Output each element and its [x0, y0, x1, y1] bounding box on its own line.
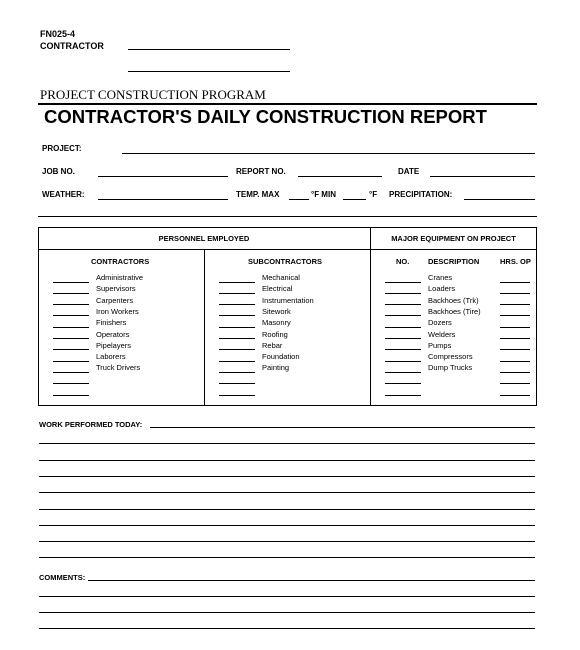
contractor-count-field[interactable] [53, 338, 89, 339]
equipment-hours-field[interactable] [500, 361, 530, 362]
subcontractor-count-field[interactable] [219, 304, 255, 305]
subcontractor-count-field[interactable] [219, 282, 255, 283]
contractor-count-field[interactable] [53, 372, 89, 373]
table-divider-personnel [204, 249, 205, 406]
precipitation-label: PRECIPITATION: [389, 190, 453, 199]
temp-max-field[interactable] [289, 199, 309, 200]
equipment-count-field[interactable] [385, 349, 421, 350]
equipment-count-field[interactable] [385, 372, 421, 373]
equipment-type-label: Dozers [428, 318, 452, 328]
contractor-line-1[interactable] [128, 49, 290, 50]
subcontractors-header: SUBCONTRACTORS [248, 257, 323, 266]
equipment-type-label: Backhoes (Tire) [428, 306, 481, 316]
page-title: CONTRACTOR'S DAILY CONSTRUCTION REPORT [44, 106, 487, 127]
personnel-title: PERSONNEL EMPLOYED [158, 234, 250, 243]
job-no-field[interactable] [98, 176, 228, 177]
contractor-label: CONTRACTOR [40, 41, 104, 51]
contractor-count-field[interactable] [53, 327, 89, 328]
equipment-hours-field[interactable] [500, 304, 530, 305]
equipment-count-field[interactable] [385, 338, 421, 339]
subcontractor-type-label: Instrumentation [262, 295, 314, 305]
equipment-hours-field[interactable] [500, 315, 530, 316]
contractor-count-field[interactable] [53, 304, 89, 305]
work-performed-line[interactable] [39, 541, 535, 542]
equipment-type-label: Cranes [428, 273, 453, 282]
equipment-hours-field[interactable] [500, 338, 530, 339]
contractor-type-label: Supervisors [96, 284, 136, 294]
f-min-label: °F MIN [311, 190, 336, 199]
date-field[interactable] [430, 176, 535, 177]
subcontractor-type-label: Painting [262, 363, 290, 373]
temp-min-field[interactable] [343, 199, 366, 200]
f-label: °F [369, 190, 378, 199]
work-performed-line[interactable] [39, 443, 535, 444]
contractor-count-field[interactable] [53, 349, 89, 350]
contractor-type-label: Iron Workers [96, 306, 139, 316]
subcontractor-type-label: Mechanical [262, 273, 300, 282]
equipment-description-header: DESCRIPTION [428, 257, 480, 266]
header-rule [38, 103, 537, 105]
subcontractor-count-field[interactable] [219, 327, 255, 328]
contractor-type-label: Pipelayers [96, 340, 132, 350]
date-label: DATE [398, 167, 420, 176]
contractor-type-label: Carpenters [96, 295, 134, 305]
form-number: FN025-4 [40, 29, 76, 39]
contractor-type-label: Laborers [96, 352, 126, 362]
table-header-rule [38, 249, 537, 250]
comments-label: COMMENTS: [39, 573, 86, 582]
equipment-hours-field[interactable] [500, 282, 530, 283]
work-performed-line[interactable] [39, 557, 535, 558]
contractor-type-label: Operators [96, 329, 130, 339]
project-label: PROJECT: [42, 144, 82, 153]
contractor-type-label: Truck Drivers [96, 363, 141, 373]
subcontractor-count-field[interactable] [219, 338, 255, 339]
table-divider-main [370, 227, 371, 406]
contractors-header: CONTRACTORS [91, 257, 150, 266]
subcontractor-count-field[interactable] [219, 349, 255, 350]
report-no-field[interactable] [298, 176, 382, 177]
equipment-hours-field[interactable] [500, 349, 530, 350]
work-performed-line[interactable] [150, 427, 535, 428]
subcontractor-type-label: Masonry [262, 318, 291, 328]
equipment-count-field[interactable] [385, 304, 421, 305]
contractor-count-field[interactable] [53, 293, 89, 294]
equipment-title: MAJOR EQUIPMENT ON PROJECT [391, 234, 516, 243]
program-name: PROJECT CONSTRUCTION PROGRAM [40, 87, 266, 102]
job-no-label: JOB NO. [42, 167, 75, 176]
contractor-line-2[interactable] [128, 71, 290, 72]
equipment-type-label: Backhoes (Trk) [428, 295, 479, 305]
subcontractor-count-field[interactable] [219, 361, 255, 362]
report-no-label: REPORT NO. [236, 167, 286, 176]
contractor-count-field[interactable] [53, 282, 89, 283]
subcontractor-type-label: Electrical [262, 284, 293, 294]
temp-max-label: TEMP. MAX [236, 190, 280, 199]
work-performed-label: WORK PERFORMED TODAY: [39, 420, 143, 429]
equipment-hours-field[interactable] [500, 383, 530, 384]
equipment-type-label: Loaders [428, 284, 456, 294]
weather-field[interactable] [98, 199, 228, 200]
work-performed-line[interactable] [39, 476, 535, 477]
equipment-count-field[interactable] [385, 383, 421, 384]
equipment-type-label: Compressors [428, 352, 473, 362]
equipment-hours-field[interactable] [500, 372, 530, 373]
equipment-hrs-header: HRS. OP [500, 257, 531, 266]
precipitation-field[interactable] [464, 199, 535, 200]
equipment-count-field[interactable] [385, 315, 421, 316]
equipment-hours-field[interactable] [500, 395, 530, 396]
contractor-count-field[interactable] [53, 395, 89, 396]
equipment-count-field[interactable] [385, 395, 421, 396]
fields-rule [38, 216, 537, 217]
comments-line[interactable] [88, 580, 535, 581]
work-performed-line[interactable] [39, 525, 535, 526]
equipment-count-field[interactable] [385, 327, 421, 328]
equipment-hours-field[interactable] [500, 327, 530, 328]
equipment-hours-field[interactable] [500, 293, 530, 294]
contractor-type-label: Finishers [96, 318, 127, 328]
project-field[interactable] [122, 153, 535, 154]
weather-label: WEATHER: [42, 190, 85, 199]
personnel-equipment-table [38, 227, 537, 406]
contractor-count-field[interactable] [53, 315, 89, 316]
equipment-no-header: NO. [396, 257, 410, 266]
subcontractor-type-label: Sitework [262, 306, 291, 316]
subcontractor-count-field[interactable] [219, 372, 255, 373]
subcontractor-count-field[interactable] [219, 315, 255, 316]
equipment-type-label: Welders [428, 329, 456, 339]
subcontractor-type-label: Foundation [262, 352, 300, 362]
equipment-count-field[interactable] [385, 361, 421, 362]
comments-line[interactable] [39, 596, 535, 597]
contractor-count-field[interactable] [53, 361, 89, 362]
subcontractor-type-label: Rebar [262, 340, 283, 350]
equipment-type-label: Pumps [428, 340, 452, 350]
subcontractor-count-field[interactable] [219, 383, 255, 384]
work-performed-line[interactable] [39, 509, 535, 510]
contractor-count-field[interactable] [53, 383, 89, 384]
equipment-type-label: Dump Trucks [428, 363, 473, 373]
work-performed-line[interactable] [39, 460, 535, 461]
comments-line[interactable] [39, 628, 535, 629]
subcontractor-count-field[interactable] [219, 293, 255, 294]
contractor-type-label: Administrative [96, 273, 144, 282]
subcontractor-count-field[interactable] [219, 395, 255, 396]
equipment-count-field[interactable] [385, 282, 421, 283]
subcontractor-type-label: Roofing [262, 329, 288, 339]
equipment-count-field[interactable] [385, 293, 421, 294]
comments-line[interactable] [39, 612, 535, 613]
work-performed-line[interactable] [39, 492, 535, 493]
